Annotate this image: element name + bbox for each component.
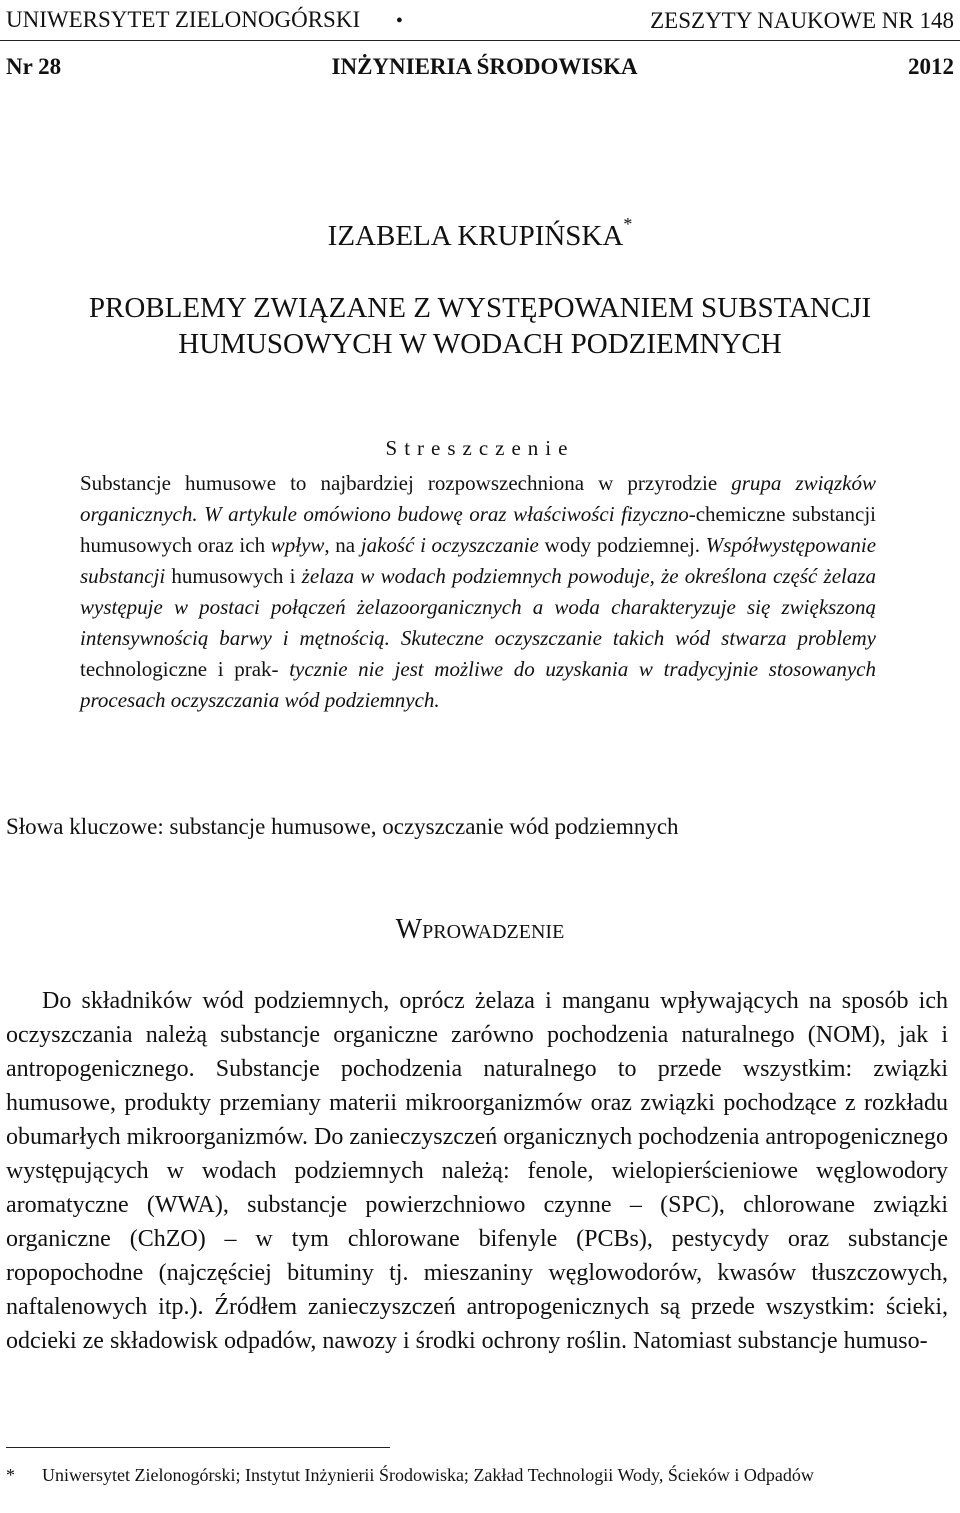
abstract-italic-5: żelaza w wodach podziemnych powoduje, że określona część żelaza występuje w postaci połączeń żelazoorganicznych a woda charakteryzuje się zwiększoną intensywnością barwy i mętnością. Skuteczne oczyszczanie takich wód stwarza problemy <box>80 564 877 650</box>
running-header <box>6 6 954 35</box>
header-university: UNIWERSYTET ZIELONOGÓRSKI <box>6 7 361 32</box>
header-rule <box>0 40 960 41</box>
abstract-part-1: Substancje humusowe to najbardziej rozpowszechniona w przyrodzie <box>80 471 718 495</box>
header-year: 2012 <box>907 54 954 79</box>
running-subheader <box>6 53 954 81</box>
header-section: INŻYNIERIA ŚRODOWISKA <box>331 54 638 79</box>
footnote-text: Uniwersytet Zielonogórski; Instytut Inżynierii Środowiska; Zakład Technologii Wody, Ścieków i Odpadów <box>42 1465 814 1485</box>
footnote <box>6 1462 954 1488</box>
header-journal: ZESZYTY NAUKOWE NR 148 <box>650 7 954 33</box>
header-bullet: • <box>395 10 403 32</box>
header-issue: Nr 28 <box>6 54 62 79</box>
abstract-heading: Streszczenie <box>385 436 575 460</box>
abstract-part-2: -chemiczne substancji humusowych oraz ich <box>80 502 876 557</box>
body-paragraph: Do składników wód podziemnych, oprócz żelaza i manganu wpływających na sposób ich oczyszczania należą substancje organiczne zarówno pochodzenia naturalnego (NOM), jak i antropogenicznego. Substancje pochodzenia naturalnego to przede wszystkim: związki humusowe, produkty przemiany materii mikroorganizmów oraz związki pochodzące z rozkładu obumarłych mikroorganizmów. Do zanieczyszczeń organicznych pochodzenia antropogenicznego występujących w wodach podziemnych należą: fenole, wielopierścieniowe węglowodory aromatyczne (WWA), substancje powierzchniowo czynne – (SPC), chlorowane związki organiczne (ChZO) – w tym chlorowane bifenyle (PCBs), pestycydy oraz substancje ropopochodne (najczęściej bituminy tj. mieszaniny węglowodorów, kwasów tłuszczowych, naftalenowych itp.). Źródłem zanieczyszczeń antropogenicznych są przede wszystkim: ścieki, odcieki ze składowisk odpadów, nawozy i środki ochrony roślin. Natomiast substancje humuso- <box>6 988 948 1354</box>
abstract-italic-4: Współwystępowanie substancji <box>80 533 877 588</box>
abstract-part-3: , na <box>324 533 356 557</box>
abstract-italic-3: jakość i oczyszczanie <box>360 533 539 557</box>
article-title <box>0 290 960 362</box>
abstract-part-5: humusowych i <box>171 564 296 588</box>
abstract-text <box>80 468 876 716</box>
author-name <box>0 214 960 253</box>
title-line-2: HUMUSOWYCH W WODACH PODZIEMNYCH <box>178 328 782 360</box>
footnote-rule <box>6 1447 390 1448</box>
footnote-mark: * <box>6 1465 15 1485</box>
keywords: Słowa kluczowe: substancje humusowe, oczyszczanie wód podziemnych <box>6 814 679 839</box>
abstract-part-6: technologiczne i prak- <box>80 657 279 681</box>
author-footnote-mark: * <box>623 214 633 234</box>
title-line-1: PROBLEMY ZWIĄZANE Z WYSTĘPOWANIEM SUBSTANCJI <box>88 292 872 324</box>
abstract-italic-2: wpływ <box>270 533 325 557</box>
abstract-part-4: wody podziemnej. <box>544 533 701 557</box>
abstract-italic-6: tycznie nie jest możliwe do uzyskania w tradycyjnie stosowanych procesach oczyszczania wód podziemnych. <box>80 657 877 712</box>
abstract-italic-1: grupa związków organicznych. W artykule omówiono budowę oraz właściwości fizyczno <box>80 471 876 526</box>
author-name-text: IZABELA KRUPIŃSKA <box>327 220 624 252</box>
section-heading: Wprowadzenie <box>395 914 565 945</box>
